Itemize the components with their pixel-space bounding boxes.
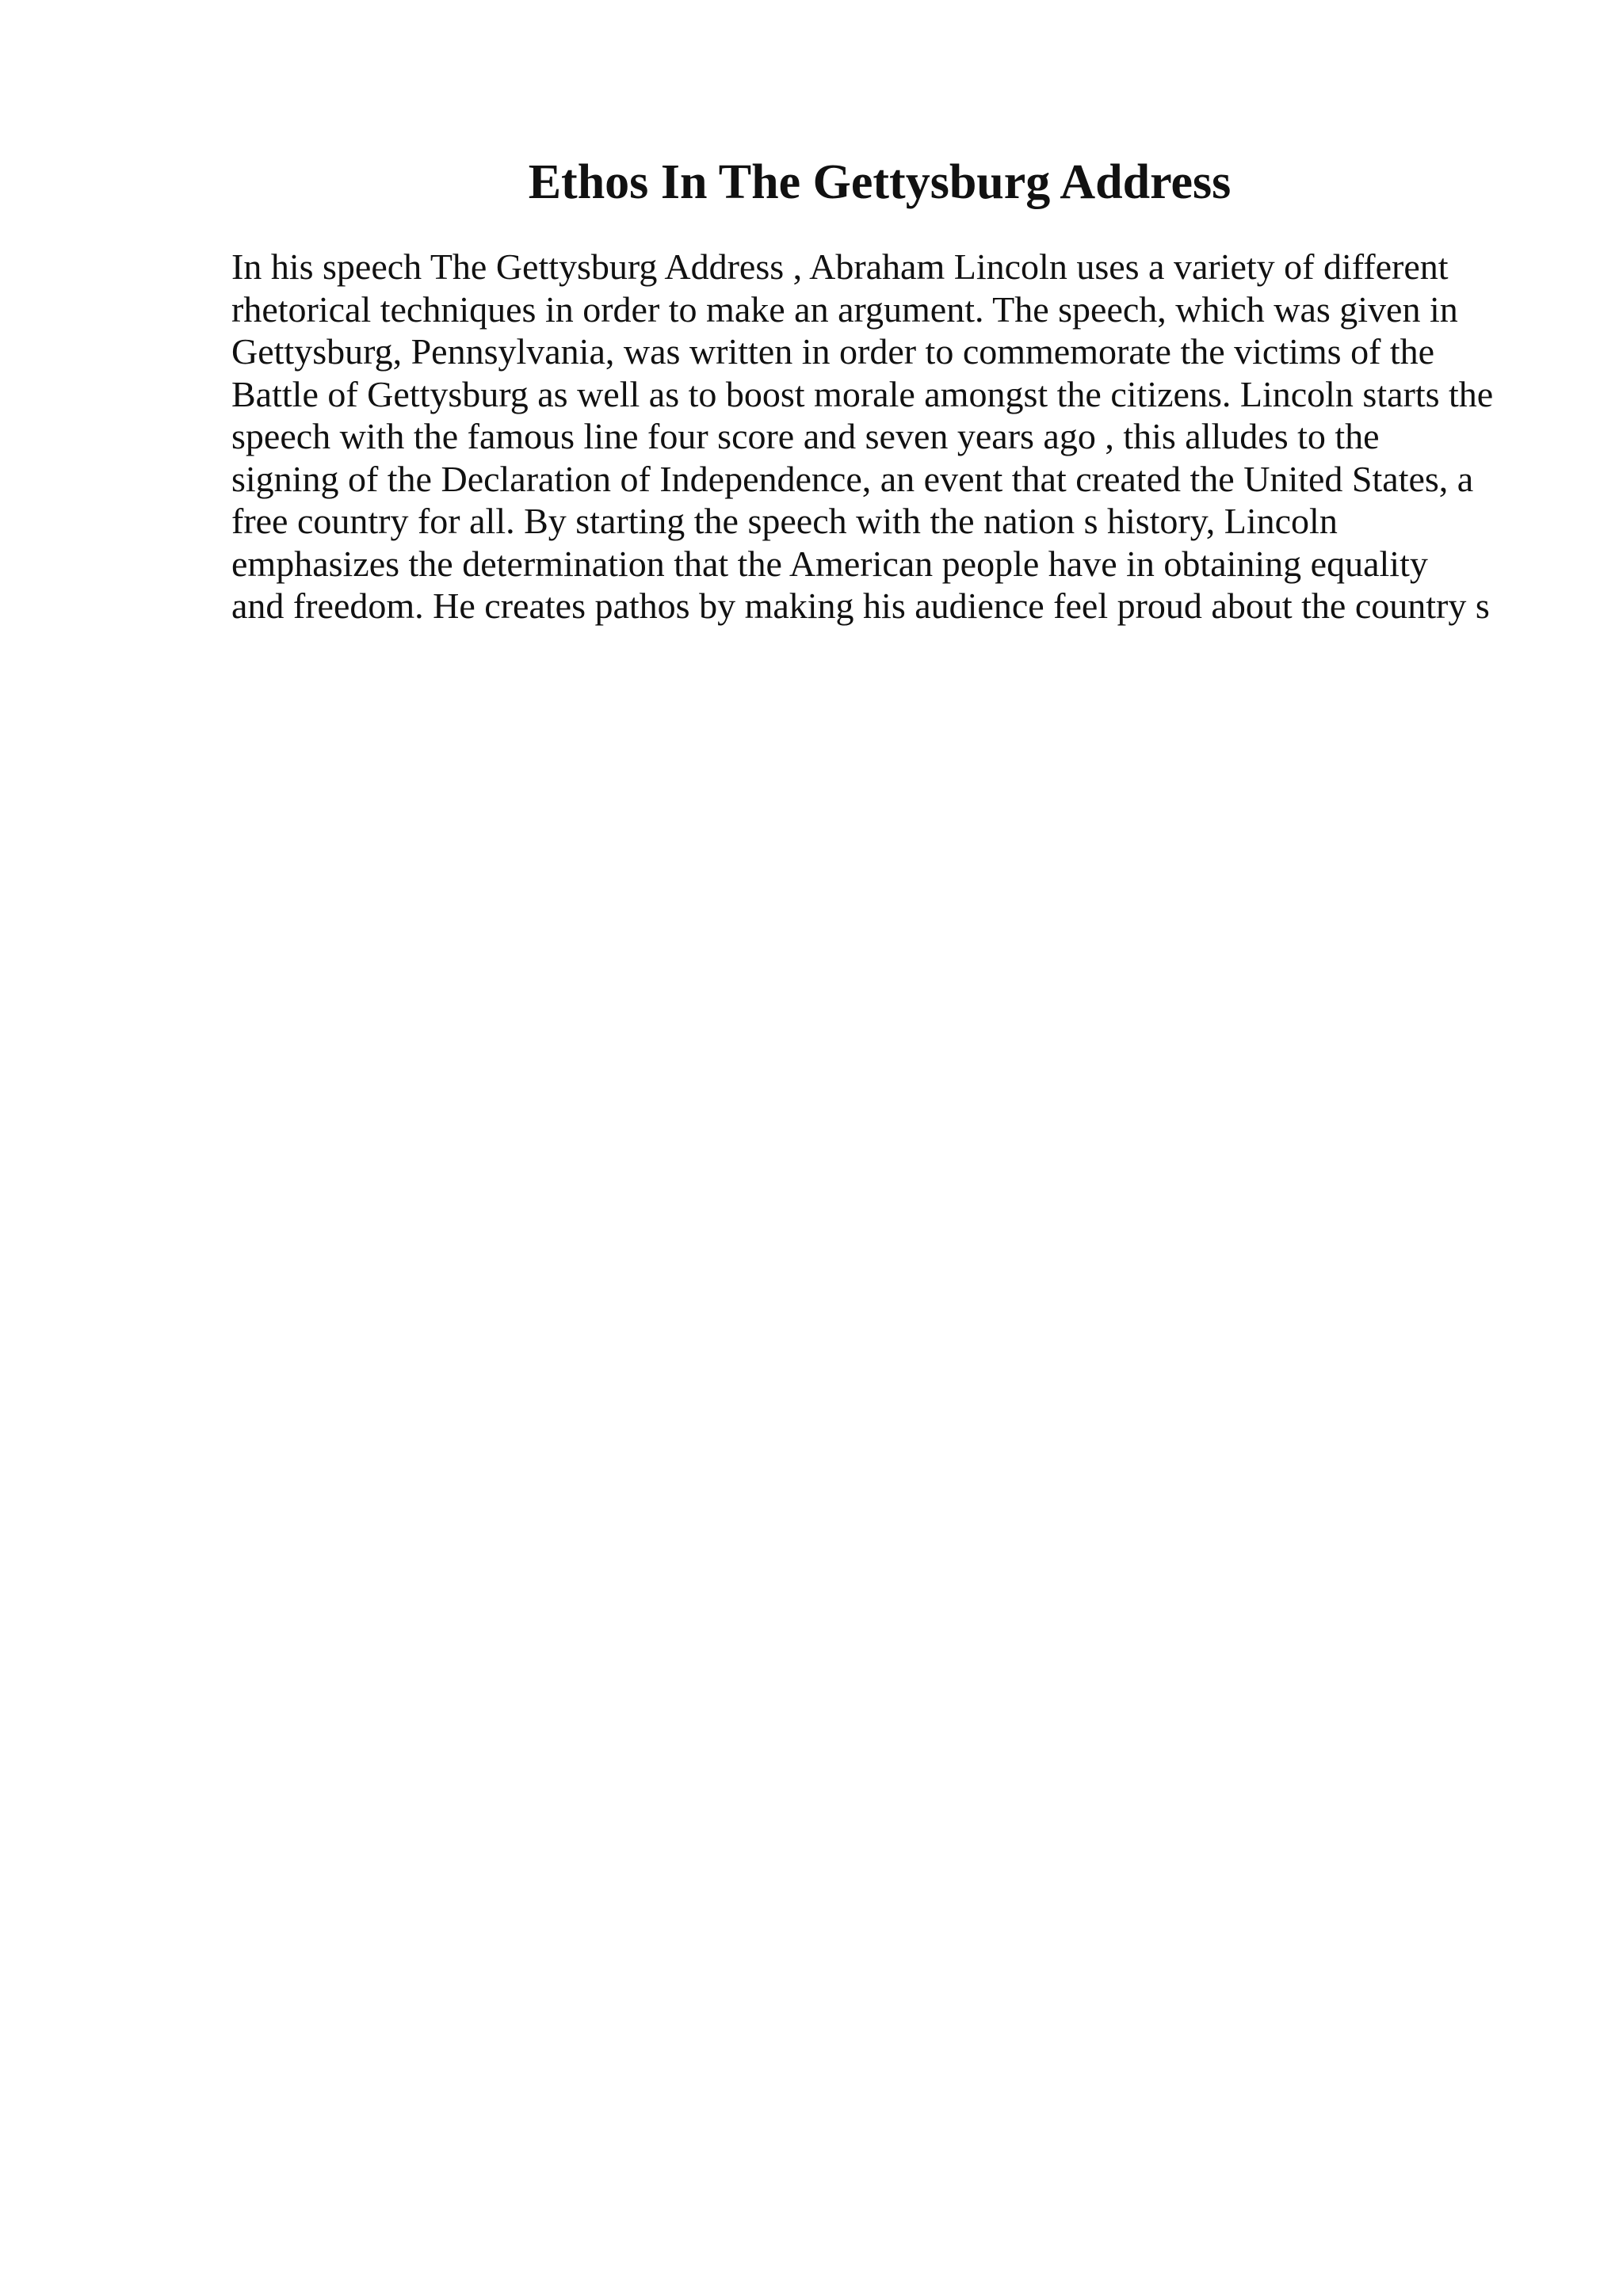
paragraph-line: free country for all. By starting the speech with the nation s history, Lincoln	[231, 501, 1338, 541]
paragraph-line: and freedom. He creates pathos by making his audience feel proud about the country s	[231, 585, 1490, 626]
paragraph-line: emphasizes the determination that the American people have in obtaining equality	[231, 543, 1428, 584]
paragraph-line: signing of the Declaration of Independence, an event that created the United States, a	[231, 458, 1474, 499]
paragraph-line: Gettysburg, Pennsylvania, was written in order to commemorate the victims of the	[231, 331, 1435, 372]
paragraph-line: Battle of Gettysburg as well as to boost morale amongst the citizens. Lincoln starts the	[231, 373, 1494, 414]
paragraph-line: In his speech The Gettysburg Address , Abraham Lincoln uses a variety of different	[231, 246, 1449, 287]
body-paragraph	[231, 246, 1515, 627]
paragraph-line: speech with the famous line four score and seven years ago , this alludes to the	[231, 416, 1380, 456]
paragraph-line: rhetorical techniques in order to make an argument. The speech, which was given in	[231, 288, 1458, 330]
document-title: Ethos In The Gettysburg Address	[528, 155, 1232, 209]
